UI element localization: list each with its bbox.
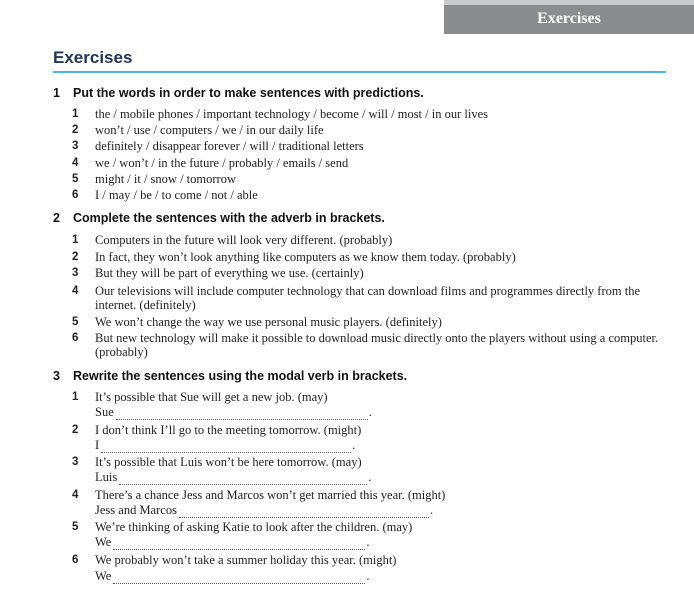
item-text: There’s a chance Jess and Marcos won’t get married this year. (might)	[95, 488, 446, 502]
item-text: Computers in the future will look very different. (probably)	[95, 233, 393, 247]
item-number: 2	[72, 124, 79, 136]
item-number: 6	[72, 554, 79, 566]
item-number: 3	[72, 267, 79, 279]
page-title: Exercises	[53, 48, 133, 67]
answer-start: I	[95, 438, 100, 452]
item-number: 3	[72, 456, 79, 468]
item-text: We probably won’t take a summer holiday this year. (might)	[95, 553, 397, 567]
section-number: 1	[53, 86, 60, 100]
answer-line[interactable]	[95, 438, 355, 453]
answer-start: Jess and Marcos	[95, 503, 177, 517]
tab-label: Exercises	[537, 10, 601, 27]
answer-start: We	[95, 535, 112, 549]
answer-blank[interactable]	[116, 408, 368, 420]
item-text: We’re thinking of asking Katie to look after the children. (may)	[95, 520, 413, 534]
title-underline	[53, 71, 666, 73]
item-text: I don’t think I’ll go to the meeting tomorrow. (might)	[95, 423, 362, 437]
item-number: 1	[72, 234, 79, 246]
answer-end: .	[366, 569, 370, 583]
item-text: In fact, they won’t look anything like computers as we know them today. (probably)	[95, 250, 516, 264]
answer-start: Sue	[95, 405, 114, 419]
answer-line[interactable]	[95, 569, 369, 584]
section-number: 3	[53, 369, 60, 383]
answer-end: .	[368, 405, 372, 419]
item-text: It’s possible that Sue will get a new job. (may)	[95, 390, 328, 404]
answer-blank[interactable]	[179, 506, 429, 518]
section-number: 2	[53, 211, 60, 225]
item-text: But they will be part of everything we use. (certainly)	[95, 266, 364, 280]
answer-blank[interactable]	[101, 441, 351, 453]
item-text: It’s possible that Luis won’t be here tomorrow. (may)	[95, 455, 362, 469]
item-number: 5	[72, 316, 79, 328]
item-number: 5	[72, 521, 79, 533]
item-text: We won’t change the way we use personal music players. (definitely)	[95, 315, 442, 329]
answer-line[interactable]	[95, 503, 433, 518]
item-text: definitely / disappear forever / will / traditional letters	[95, 139, 364, 153]
answer-line[interactable]	[95, 405, 372, 420]
answer-start: Luis	[95, 470, 118, 484]
item-number: 5	[72, 173, 79, 185]
item-number: 2	[72, 251, 79, 263]
section-tab	[444, 0, 694, 34]
item-text: we / won’t / in the future / probably / emails / send	[95, 156, 349, 170]
answer-blank[interactable]	[113, 538, 365, 550]
item-number: 4	[72, 489, 79, 501]
answer-end: .	[352, 438, 356, 452]
section-instruction: Complete the sentences with the adverb in brackets.	[73, 211, 385, 225]
item-number: 4	[72, 285, 79, 297]
item-text: might / it / snow / tomorrow	[95, 172, 236, 186]
answer-end: .	[368, 470, 372, 484]
item-text: won’t / use / computers / we / in our daily life	[95, 123, 324, 137]
item-text: But new technology will make it possible to download music directly onto the players without using a computer. (probably)	[95, 331, 659, 359]
item-number: 1	[72, 108, 79, 120]
item-text: I / may / be / to come / not / able	[95, 188, 258, 202]
answer-line[interactable]	[95, 470, 371, 485]
answer-line[interactable]	[95, 535, 369, 550]
item-number: 1	[72, 391, 79, 403]
tab-strip	[444, 0, 694, 5]
answer-end: .	[429, 503, 434, 517]
item-number: 2	[72, 424, 79, 436]
item-number: 4	[72, 157, 79, 169]
answer-blank[interactable]	[113, 572, 365, 584]
item-number: 6	[72, 189, 79, 201]
answer-blank[interactable]	[119, 473, 367, 485]
section-instruction: Rewrite the sentences using the modal verb in brackets.	[73, 369, 408, 383]
answer-start: We	[95, 569, 112, 583]
item-number: 6	[72, 332, 79, 344]
item-text: the / mobile phones / important technology / become / will / most / in our lives	[95, 107, 488, 121]
section-instruction: Put the words in order to make sentences with predictions.	[73, 86, 424, 100]
item-text: Our televisions will include computer technology that can download films and programmes directly from the internet. (definitely)	[95, 284, 641, 312]
item-number: 3	[72, 140, 79, 152]
answer-end: .	[366, 535, 370, 549]
